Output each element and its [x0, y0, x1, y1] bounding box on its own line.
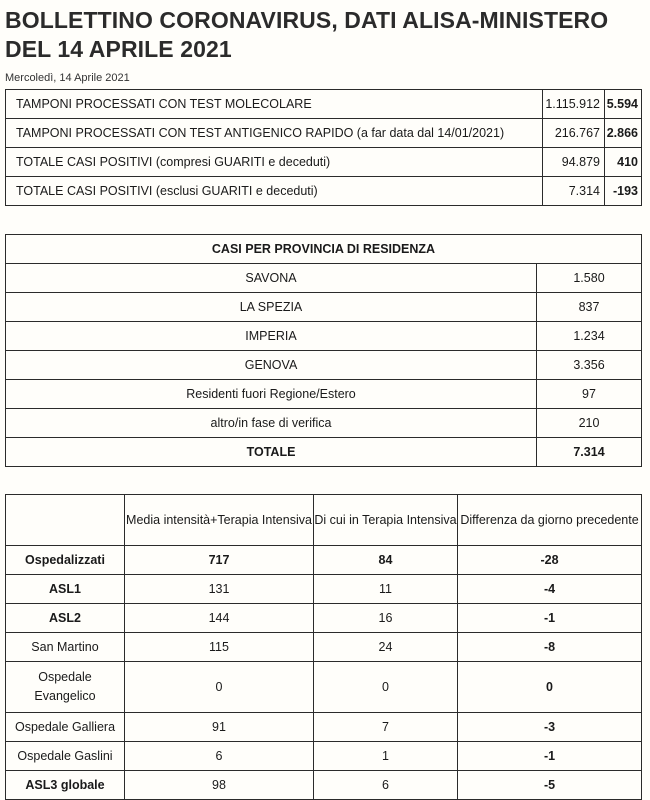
hospital-ti: 0: [314, 662, 458, 713]
hospital-ti: 7: [314, 713, 458, 742]
hospital-diff: -1: [458, 742, 642, 771]
table-row: [6, 90, 642, 119]
row-total: 94.879: [543, 148, 605, 177]
header-cell: Di cui in Terapia Intensiva: [314, 495, 458, 546]
table-row: [6, 604, 642, 633]
table-row: [6, 633, 642, 662]
table-row: [6, 264, 642, 293]
hospital-media: 115: [125, 633, 314, 662]
table-row: [6, 713, 642, 742]
hospital-name: ASL3 globale: [6, 771, 125, 800]
row-delta: 2.866: [605, 119, 642, 148]
hospital-name: San Martino: [6, 633, 125, 662]
page-title: BOLLETTINO CORONAVIRUS, DATI ALISA-MINISTERO DEL 14 APRILE 2021: [5, 7, 609, 62]
row-label: TOTALE CASI POSITIVI (esclusi GUARITI e deceduti): [6, 177, 543, 206]
hospital-name: ASL1: [6, 575, 125, 604]
table-row: [6, 662, 642, 713]
publish-date: Mercoledì, 14 Aprile 2021: [5, 72, 130, 84]
hospital-diff: 0: [458, 662, 642, 713]
hospital-ti: 6: [314, 771, 458, 800]
province-value: 3.356: [537, 351, 642, 380]
hospital-ti: 1: [314, 742, 458, 771]
header-cell: Media intensità+Terapia Intensiva: [125, 495, 314, 546]
hospital-diff: -28: [458, 546, 642, 575]
table-total-row: [6, 438, 642, 467]
total-value: 7.314: [537, 438, 642, 467]
hospital-media: 0: [125, 662, 314, 713]
table-header-row: [6, 235, 642, 264]
province-name: LA SPEZIA: [6, 293, 537, 322]
row-label: TAMPONI PROCESSATI CON TEST ANTIGENICO RAPIDO (a far data dal 14/01/2021): [6, 119, 543, 148]
hospital-diff: -3: [458, 713, 642, 742]
table-row: [6, 148, 642, 177]
hospital-table: [5, 494, 642, 800]
hospital-name: Ospedalizzati: [6, 546, 125, 575]
table-row: [6, 322, 642, 351]
province-value: 1.234: [537, 322, 642, 351]
hospital-ti: 24: [314, 633, 458, 662]
row-delta: -193: [605, 177, 642, 206]
province-name: altro/in fase di verifica: [6, 409, 537, 438]
table-row: [6, 771, 642, 800]
province-value: 1.580: [537, 264, 642, 293]
hospital-media: 717: [125, 546, 314, 575]
province-table: [5, 234, 642, 467]
hospital-diff: -4: [458, 575, 642, 604]
table-row: [6, 351, 642, 380]
hospital-name: Ospedale Gaslini: [6, 742, 125, 771]
hospital-media: 131: [125, 575, 314, 604]
hospital-name: Ospedale Evangelico: [6, 662, 125, 713]
summary-table: [5, 89, 642, 206]
header-cell: Differenza da giorno precedente: [458, 495, 642, 546]
table-row: [6, 742, 642, 771]
hospital-ti: 84: [314, 546, 458, 575]
table-row: [6, 575, 642, 604]
hospital-media: 6: [125, 742, 314, 771]
hospital-diff: -5: [458, 771, 642, 800]
hospital-ti: 16: [314, 604, 458, 633]
hospital-name: Ospedale Galliera: [6, 713, 125, 742]
hospital-media: 91: [125, 713, 314, 742]
hospital-media: 144: [125, 604, 314, 633]
table-row: [6, 293, 642, 322]
hospital-media: 98: [125, 771, 314, 800]
table-header-row: [6, 495, 642, 546]
province-name: GENOVA: [6, 351, 537, 380]
row-total: 7.314: [543, 177, 605, 206]
province-value: 97: [537, 380, 642, 409]
row-delta: 410: [605, 148, 642, 177]
header-cell: [6, 495, 125, 546]
province-value: 210: [537, 409, 642, 438]
row-label: TOTALE CASI POSITIVI (compresi GUARITI e deceduti): [6, 148, 543, 177]
hospital-ti: 11: [314, 575, 458, 604]
row-label: TAMPONI PROCESSATI CON TEST MOLECOLARE: [6, 90, 543, 119]
table-row: [6, 119, 642, 148]
province-value: 837: [537, 293, 642, 322]
table-row: [6, 546, 642, 575]
province-heading: CASI PER PROVINCIA DI RESIDENZA: [6, 235, 642, 264]
table-row: [6, 409, 642, 438]
row-delta: 5.594: [605, 90, 642, 119]
province-name: IMPERIA: [6, 322, 537, 351]
table-row: [6, 380, 642, 409]
row-total: 216.767: [543, 119, 605, 148]
hospital-diff: -8: [458, 633, 642, 662]
hospital-name: ASL2: [6, 604, 125, 633]
province-name: SAVONA: [6, 264, 537, 293]
total-label: TOTALE: [6, 438, 537, 467]
hospital-diff: -1: [458, 604, 642, 633]
row-total: 1.115.912: [543, 90, 605, 119]
province-name: Residenti fuori Regione/Estero: [6, 380, 537, 409]
table-row: [6, 177, 642, 206]
